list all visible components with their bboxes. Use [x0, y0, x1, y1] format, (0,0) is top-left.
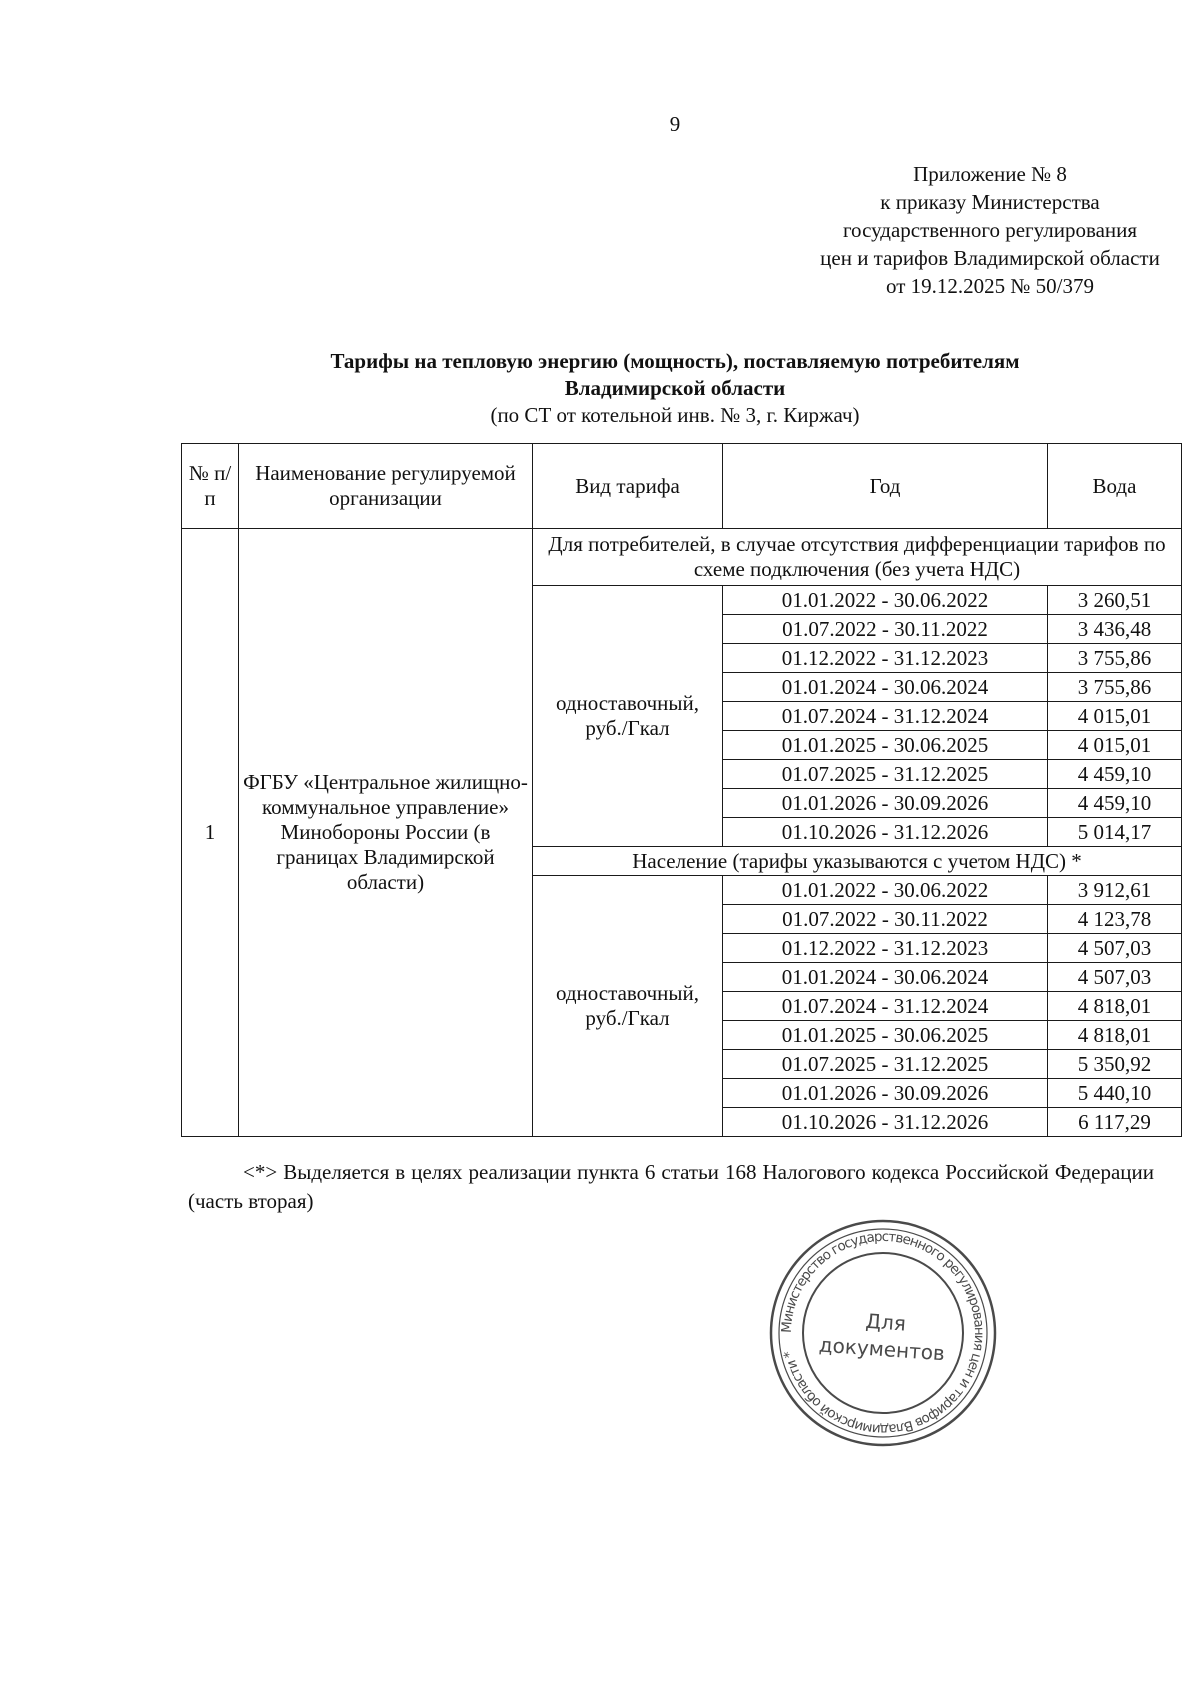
- stamp-center-line1: Для: [864, 1308, 907, 1336]
- table-header-row: [182, 444, 1182, 529]
- appendix-line: цен и тарифов Владимирской области: [820, 246, 1160, 270]
- value-cell: 4 459,10: [1048, 760, 1182, 789]
- period-cell: 01.01.2022 - 30.06.2022: [723, 876, 1048, 905]
- period-cell: 01.07.2022 - 30.11.2022: [723, 905, 1048, 934]
- period-cell: 01.01.2025 - 30.06.2025: [723, 731, 1048, 760]
- value-cell: 4 015,01: [1048, 731, 1182, 760]
- header-tariff-type: Вид тарифа: [533, 444, 723, 529]
- period-cell: 01.10.2026 - 31.12.2026: [723, 1108, 1048, 1137]
- value-cell: 3 755,86: [1048, 644, 1182, 673]
- tariff-table: [181, 443, 1182, 1137]
- value-cell: 3 260,51: [1048, 586, 1182, 615]
- document-subtitle: (по СТ от котельной инв. № 3, г. Киржач): [490, 403, 860, 427]
- value-cell: 3 436,48: [1048, 615, 1182, 644]
- value-cell: 5 350,92: [1048, 1050, 1182, 1079]
- value-cell: 3 912,61: [1048, 876, 1182, 905]
- row-number: 1: [182, 529, 239, 1137]
- header-number: № п/п: [182, 444, 239, 529]
- appendix-line: к приказу Министерства: [880, 190, 1100, 214]
- tariff-type: одноставочный, руб./Гкал: [533, 876, 723, 1137]
- period-cell: 01.01.2026 - 30.09.2026: [723, 789, 1048, 818]
- header-year: Год: [723, 444, 1048, 529]
- tariff-type: одноставочный, руб./Гкал: [533, 586, 723, 847]
- period-cell: 01.07.2025 - 31.12.2025: [723, 760, 1048, 789]
- period-cell: 01.01.2025 - 30.06.2025: [723, 1021, 1048, 1050]
- value-cell: 4 507,03: [1048, 934, 1182, 963]
- value-cell: 5 440,10: [1048, 1079, 1182, 1108]
- table-body: [182, 529, 1182, 1137]
- period-cell: 01.01.2026 - 30.09.2026: [723, 1079, 1048, 1108]
- period-cell: 01.12.2022 - 31.12.2023: [723, 934, 1048, 963]
- stamp-center-line2: документов: [818, 1332, 946, 1366]
- section-title: Для потребителей, в случае отсутствия дифференциации тарифов по схеме подключения (без учета НДС): [533, 529, 1182, 586]
- value-cell: 4 818,01: [1048, 992, 1182, 1021]
- document-title-line: Тарифы на тепловую энергию (мощность), поставляемую потребителям: [330, 349, 1020, 373]
- value-cell: 3 755,86: [1048, 673, 1182, 702]
- value-cell: 4 507,03: [1048, 963, 1182, 992]
- document-title: [160, 348, 1190, 402]
- footnote-text: <*> Выделяется в целях реализации пункта 6 статьи 168 Налогового кодекса Российской Федерации (часть вторая): [188, 1160, 1154, 1213]
- official-stamp: [763, 1213, 1003, 1453]
- section-header-row: [182, 529, 1182, 586]
- appendix-block: [740, 160, 1200, 300]
- period-cell: 01.07.2025 - 31.12.2025: [723, 1050, 1048, 1079]
- period-cell: 01.07.2022 - 30.11.2022: [723, 615, 1048, 644]
- value-cell: 5 014,17: [1048, 818, 1182, 847]
- value-cell: 4 123,78: [1048, 905, 1182, 934]
- section-title: Население (тарифы указываются с учетом НДС) *: [533, 847, 1182, 876]
- header-water: Вода: [1048, 444, 1182, 529]
- value-cell: 6 117,29: [1048, 1108, 1182, 1137]
- period-cell: 01.10.2026 - 31.12.2026: [723, 818, 1048, 847]
- period-cell: 01.07.2024 - 31.12.2024: [723, 992, 1048, 1021]
- organization-name: ФГБУ «Центральное жилищно-коммунальное управление» Минобороны России (в границах Владимирской области): [239, 529, 533, 1137]
- value-cell: 4 015,01: [1048, 702, 1182, 731]
- page-number: 9: [669, 112, 681, 136]
- period-cell: 01.12.2022 - 31.12.2023: [723, 644, 1048, 673]
- value-cell: 4 459,10: [1048, 789, 1182, 818]
- appendix-line: от 19.12.2025 № 50/379: [885, 274, 1095, 298]
- footnote: [188, 1158, 1154, 1216]
- stamp-ring-text: Министерство государственного регулирования цен и тарифов Владимирской области *: [778, 1228, 988, 1438]
- period-cell: 01.07.2024 - 31.12.2024: [723, 702, 1048, 731]
- period-cell: 01.01.2022 - 30.06.2022: [723, 586, 1048, 615]
- period-cell: 01.01.2024 - 30.06.2024: [723, 963, 1048, 992]
- header-organization: Наименование регулируемой организации: [239, 444, 533, 529]
- period-cell: 01.01.2024 - 30.06.2024: [723, 673, 1048, 702]
- appendix-line: Приложение № 8: [913, 162, 1067, 186]
- document-title-line: Владимирской области: [564, 376, 786, 400]
- value-cell: 4 818,01: [1048, 1021, 1182, 1050]
- appendix-line: государственного регулирования: [842, 218, 1138, 242]
